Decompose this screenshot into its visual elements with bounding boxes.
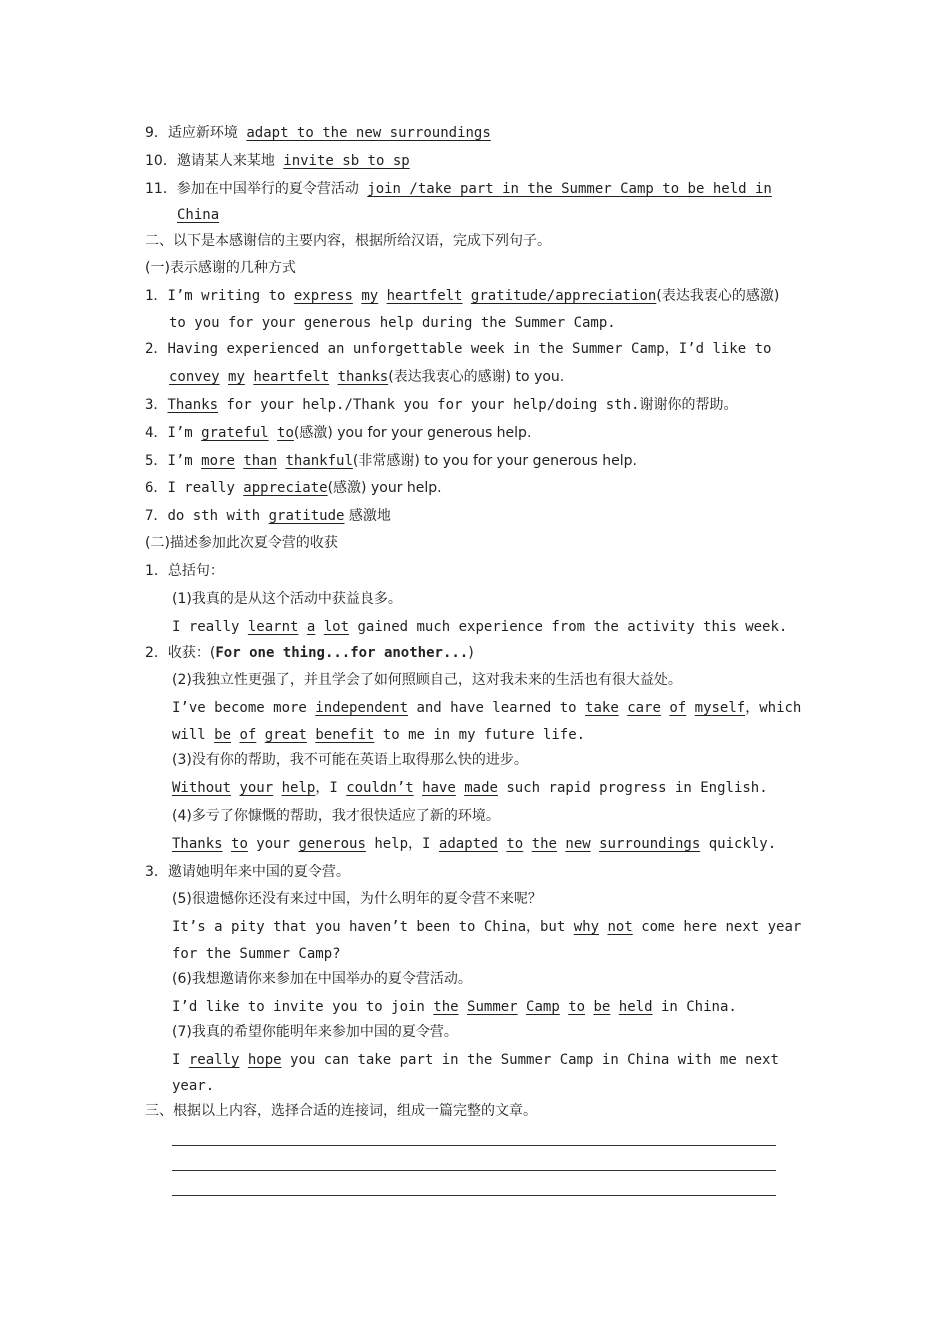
item-number: 9． xyxy=(145,125,168,141)
answer: Thanks xyxy=(172,836,223,852)
answer: generous xyxy=(298,836,366,852)
answer: hope xyxy=(247,1052,282,1068)
sentence-text: you can take part in the Summer Camp in China with me next xyxy=(281,1052,779,1068)
prompt-2-english-cont xyxy=(172,725,585,745)
hint: (表达我衷心的感激) xyxy=(656,288,780,304)
prompt-2-english xyxy=(172,698,801,718)
answer: grateful xyxy=(201,425,269,441)
item-number: 3． xyxy=(145,397,168,413)
answer: adapted xyxy=(438,836,498,852)
prompt-6-english xyxy=(172,997,737,1017)
answer: be xyxy=(593,999,611,1015)
section-heading-3: 三、根据以上内容，选择合适的连接词，组成一篇完整的文章。 xyxy=(145,1103,537,1119)
hint: (感激) your help. xyxy=(327,480,442,496)
sentence-text: I’d like to invite you to join xyxy=(172,999,434,1015)
answer: of xyxy=(239,727,257,743)
answer: help xyxy=(281,780,316,796)
answer: to xyxy=(506,836,524,852)
answer: thanks xyxy=(337,369,389,385)
answer: my xyxy=(228,369,245,385)
sentence-text: to me in my future life. xyxy=(374,727,586,743)
phrase-item-11 xyxy=(145,179,772,199)
prompt-5-english xyxy=(172,917,801,937)
hint: 谢谢你的帮助。 xyxy=(639,397,738,413)
item-number: 11． xyxy=(145,181,177,197)
answer: convey xyxy=(169,369,220,385)
item-number: 1． xyxy=(145,288,168,304)
answer: to xyxy=(277,425,294,441)
hint: (感激) you for your generous help. xyxy=(293,425,532,441)
hint: (非常感谢) to you for your generous help. xyxy=(352,453,637,469)
answer: than xyxy=(243,453,278,469)
prompt-5-chinese: (5)很遗憾你还没有来过中国，为什么明年的夏令营不来呢？ xyxy=(172,891,542,907)
item-number: 2． xyxy=(145,341,168,357)
answer: Thanks xyxy=(167,397,219,413)
answer: benefit xyxy=(315,727,375,743)
phrase-item-11-cont xyxy=(177,205,219,225)
prompt-3-english xyxy=(172,778,768,798)
item-number: 5． xyxy=(145,453,168,469)
topic-2-heading xyxy=(145,643,474,663)
sentence-1-cont: to you for your generous help during the Summer Camp. xyxy=(169,315,616,331)
prompt-1-english xyxy=(172,617,787,637)
sentence-text: help，I xyxy=(365,836,439,852)
answer: lot xyxy=(323,619,350,635)
answer: couldn’t xyxy=(346,780,414,796)
subsection-heading-1: (一)表示感谢的几种方式 xyxy=(145,260,296,276)
sentence-5 xyxy=(145,451,637,471)
answer: a xyxy=(306,619,316,635)
answer: learnt xyxy=(247,619,299,635)
phrase-answer: join /take part in the Summer Camp to be held in xyxy=(367,181,772,197)
writing-line-1 xyxy=(172,1145,776,1146)
answer: held xyxy=(618,999,653,1015)
hint: 感激地 xyxy=(344,508,391,524)
sentence-text: quickly. xyxy=(700,836,777,852)
sentence-text: ，which xyxy=(745,700,802,716)
subsection-heading-2: (二)描述参加此次夏令营的收获 xyxy=(145,535,338,551)
phrase-item-10 xyxy=(145,151,410,171)
phrase-chinese: 邀请某人来某地 xyxy=(176,153,275,169)
prompt-4-chinese: (4)多亏了你慷慨的帮助，我才很快适应了新的环境。 xyxy=(172,808,500,824)
topic-3-heading: 3．邀请她明年来中国的夏令营。 xyxy=(145,864,350,880)
answer: to xyxy=(568,999,586,1015)
prompt-3-chinese: (3)没有你的帮助，我不可能在英语上取得那么快的进步。 xyxy=(172,752,528,768)
answer: more xyxy=(201,453,235,469)
sentence-3 xyxy=(145,395,737,415)
answer: to xyxy=(231,836,248,852)
sentence-2-cont xyxy=(169,367,564,387)
sentence-text: I’m xyxy=(167,453,202,469)
writing-line-2 xyxy=(172,1170,776,1171)
answer: great xyxy=(264,727,307,743)
topic-1-heading: 1．总括句： xyxy=(145,563,224,579)
sentence-text: ，I xyxy=(315,780,347,796)
item-number: 4． xyxy=(145,425,168,441)
answer: thankful xyxy=(285,453,353,469)
sentence-text: and have learned to xyxy=(408,700,586,716)
hint: (表达我衷心的感谢) to you. xyxy=(388,369,565,385)
phrase-item-9 xyxy=(145,123,491,143)
heading-text: 2．收获：( xyxy=(145,645,216,661)
answer: myself xyxy=(694,700,746,716)
phrase-answer: invite sb to sp xyxy=(283,153,410,169)
answer: independent xyxy=(315,700,409,716)
phrase-answer: China xyxy=(177,207,220,223)
heading-text: ) xyxy=(468,645,474,661)
sentence-text: I really xyxy=(172,619,248,635)
answer: gratitude xyxy=(268,508,345,524)
sentence-text: I’m xyxy=(167,425,202,441)
phrase-chinese: 参加在中国举行的夏令营活动 xyxy=(176,181,359,197)
prompt-1-chinese: (1)我真的是从这个活动中获益良多。 xyxy=(172,591,402,607)
sentence-text: I xyxy=(172,1052,189,1068)
sentence-text: I really xyxy=(167,480,244,496)
answer: of xyxy=(669,700,687,716)
sentence-text: in China. xyxy=(652,999,737,1015)
item-number: 6． xyxy=(145,480,168,496)
sentence-text: for your help./Thank you for your help/doing sth. xyxy=(218,397,640,413)
prompt-4-english xyxy=(172,834,776,854)
answer: why xyxy=(573,919,600,935)
prompt-7-english-cont: year. xyxy=(172,1078,215,1094)
answer: have xyxy=(422,780,456,796)
answer: take xyxy=(585,700,619,716)
prompt-5-english-cont: for the Summer Camp? xyxy=(172,946,341,962)
item-number: 7． xyxy=(145,508,168,524)
sentence-1 xyxy=(145,286,779,306)
sentence-text: gained much experience from the activity this week. xyxy=(349,619,788,635)
sentence-text: such rapid progress in English. xyxy=(497,780,768,796)
sentence-text: It’s a pity that you haven’t been to China，but xyxy=(172,919,574,935)
writing-line-3 xyxy=(172,1195,776,1196)
answer: your xyxy=(239,780,274,796)
answer: new xyxy=(565,836,591,852)
sentence-text: Having experienced an unforgettable week in the Summer Camp，I’d like to xyxy=(167,341,772,357)
answer: be xyxy=(214,727,232,743)
sentence-text: will xyxy=(172,727,215,743)
section-heading-2: 二、以下是本感谢信的主要内容，根据所给汉语，完成下列句子。 xyxy=(145,233,551,249)
answer: heartfelt xyxy=(253,369,330,385)
sentence-text: I’ve become more xyxy=(172,700,316,716)
answer: the xyxy=(433,999,459,1015)
answer: surroundings xyxy=(599,836,701,852)
answer: Camp xyxy=(526,999,560,1015)
sentence-4 xyxy=(145,423,531,443)
answer: heartfelt xyxy=(386,288,463,304)
sentence-text: your xyxy=(247,836,299,852)
sentence-6 xyxy=(145,478,442,498)
answer: Summer xyxy=(467,999,518,1015)
structure-hint: For one thing...for another... xyxy=(215,645,469,661)
answer: care xyxy=(627,700,661,716)
phrase-chinese: 适应新环境 xyxy=(167,125,238,141)
answer: the xyxy=(531,836,557,852)
prompt-7-english xyxy=(172,1050,779,1070)
answer: my xyxy=(361,288,379,304)
prompt-2-chinese: (2)我独立性更强了，并且学会了如何照顾自己，这对我未来的生活也有很大益处。 xyxy=(172,672,682,688)
answer: really xyxy=(188,1052,240,1068)
answer: Without xyxy=(172,780,232,796)
sentence-text: do sth with xyxy=(167,508,269,524)
answer: gratitude/appreciation xyxy=(470,288,657,304)
answer: not xyxy=(607,919,633,935)
sentence-2 xyxy=(145,339,771,359)
prompt-7-chinese: (7)我真的希望你能明年来参加中国的夏令营。 xyxy=(172,1024,458,1040)
answer: made xyxy=(464,780,498,796)
sentence-text: I’m writing to xyxy=(167,288,294,304)
phrase-answer: adapt to the new surroundings xyxy=(246,125,491,141)
answer: express xyxy=(293,288,353,304)
answer: appreciate xyxy=(243,480,328,496)
prompt-6-chinese: (6)我想邀请你来参加在中国举办的夏令营活动。 xyxy=(172,971,472,987)
sentence-text: come here next year xyxy=(632,919,802,935)
sentence-7 xyxy=(145,506,391,526)
item-number: 10． xyxy=(145,153,177,169)
